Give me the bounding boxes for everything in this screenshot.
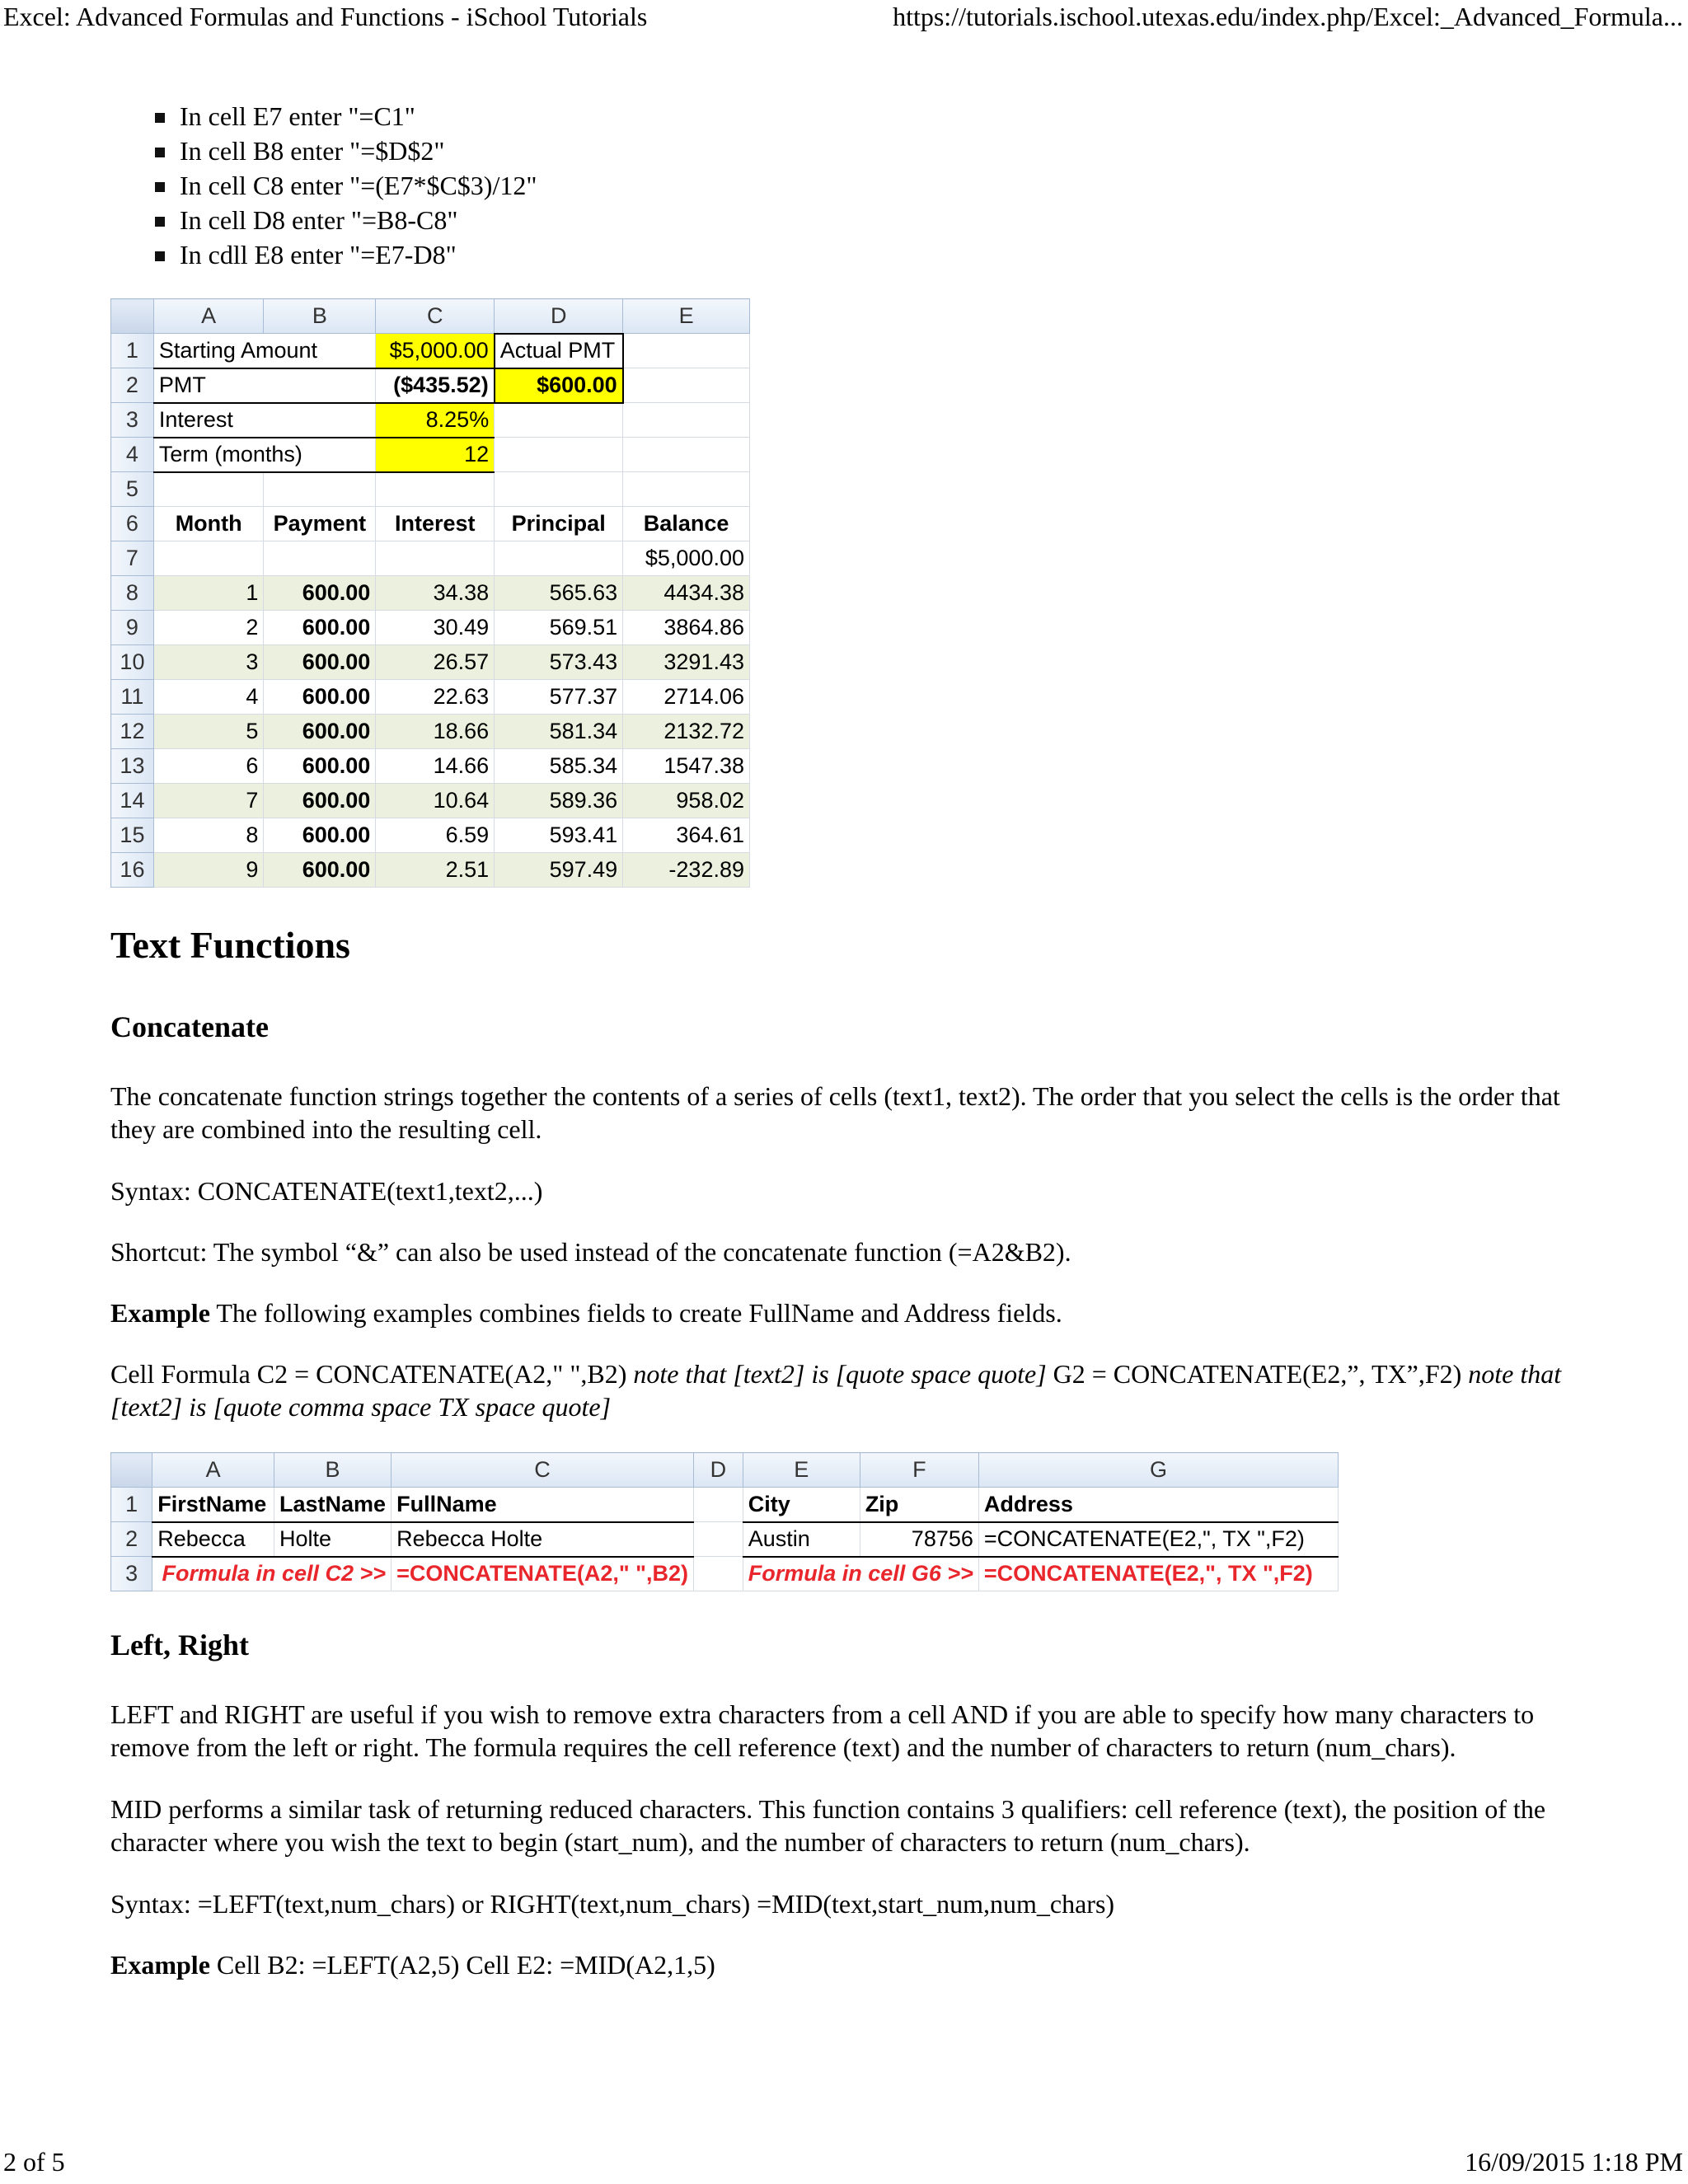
- print-timestamp: 16/09/2015 1:18 PM: [1465, 2147, 1683, 2177]
- row-header: 4: [111, 438, 154, 472]
- cell: [495, 541, 623, 576]
- cell: 577.37: [495, 680, 623, 715]
- row-header: 3: [111, 403, 154, 438]
- column-header: G: [978, 1453, 1338, 1488]
- cell: 585.34: [495, 749, 623, 784]
- cell: 2132.72: [623, 715, 750, 749]
- cell: 10.64: [376, 784, 495, 818]
- cell: [495, 403, 623, 438]
- cell: 8: [153, 818, 264, 853]
- column-header-row: [111, 1453, 1339, 1488]
- cell: 26.57: [376, 645, 495, 680]
- header-cell: Month: [153, 507, 264, 541]
- cell: 2: [153, 611, 264, 645]
- cell: Rebecca Holte: [392, 1522, 694, 1557]
- cell: 600.00: [264, 645, 376, 680]
- cell: -232.89: [623, 853, 750, 888]
- table-row: [111, 576, 750, 611]
- cell: [264, 472, 376, 507]
- cell: 4434.38: [623, 576, 750, 611]
- cell-opening-balance: $5,000.00: [623, 541, 750, 576]
- cell-pmt: ($435.52): [376, 368, 495, 403]
- cell: [495, 472, 623, 507]
- table-row: [111, 611, 750, 645]
- column-header: A: [153, 299, 264, 334]
- concatenate-shortcut: Shortcut: The symbol “&” can also be used instead of the concatenate function (=A2&B2).: [110, 1237, 1071, 1267]
- cell: 581.34: [495, 715, 623, 749]
- cell: Rebecca: [152, 1522, 274, 1557]
- cell-actual-pmt-label: Actual PMT: [495, 334, 623, 368]
- column-header: D: [495, 299, 623, 334]
- header-cell: Payment: [264, 507, 376, 541]
- cell: Austin: [743, 1522, 860, 1557]
- row-header: 7: [111, 541, 154, 576]
- table-row: [111, 784, 750, 818]
- table-row: [111, 818, 750, 853]
- cell: 364.61: [623, 818, 750, 853]
- cell: 573.43: [495, 645, 623, 680]
- cell: [693, 1488, 743, 1522]
- example-label: Example: [110, 1950, 210, 1980]
- select-all-corner: [111, 1453, 152, 1488]
- cell: [623, 334, 750, 368]
- table-row: [111, 853, 750, 888]
- cell: 4: [153, 680, 264, 715]
- table-row: [111, 403, 750, 438]
- cell: [376, 472, 495, 507]
- column-header: E: [623, 299, 750, 334]
- table-row: [111, 715, 750, 749]
- formula-c2: =CONCATENATE(A2," ",B2): [392, 1557, 694, 1591]
- concatenate-syntax: Syntax: CONCATENATE(text1,text2,...): [110, 1176, 543, 1206]
- row-header: 8: [111, 576, 154, 611]
- cell: 569.51: [495, 611, 623, 645]
- formula-label-c2: Formula in cell C2 >>: [152, 1557, 392, 1591]
- cell: [153, 472, 264, 507]
- cell: 30.49: [376, 611, 495, 645]
- cell: [264, 541, 376, 576]
- example-text: The following examples combines fields to create FullName and Address fields.: [209, 1298, 1062, 1328]
- cell: Holte: [274, 1522, 392, 1557]
- cell: 7: [153, 784, 264, 818]
- row-header: 3: [111, 1557, 152, 1591]
- cell: 3864.86: [623, 611, 750, 645]
- cell: 600.00: [264, 853, 376, 888]
- cell: 600.00: [264, 611, 376, 645]
- cell: 22.63: [376, 680, 495, 715]
- cell: [623, 472, 750, 507]
- row-header: 1: [111, 334, 154, 368]
- header-cell: Balance: [623, 507, 750, 541]
- column-header: B: [274, 1453, 392, 1488]
- header-cell: City: [743, 1488, 860, 1522]
- cell-term: 12: [376, 438, 495, 472]
- formula-text: G2 = CONCATENATE(E2,”, TX”,F2): [1046, 1359, 1469, 1389]
- cell: 589.36: [495, 784, 623, 818]
- cell-starting-amount: $5,000.00: [376, 334, 495, 368]
- instruction-list: [148, 99, 537, 272]
- cell: [153, 541, 264, 576]
- cell: [623, 438, 750, 472]
- cell-interest-rate: 8.25%: [376, 403, 495, 438]
- header-cell: FullName: [392, 1488, 694, 1522]
- column-header: D: [693, 1453, 743, 1488]
- column-header-row: [111, 299, 750, 334]
- row-header: 10: [111, 645, 154, 680]
- column-header: E: [743, 1453, 860, 1488]
- cell: 565.63: [495, 576, 623, 611]
- header-cell: LastName: [274, 1488, 392, 1522]
- cell: [623, 368, 750, 403]
- header-cell: Interest: [376, 507, 495, 541]
- cell: 597.49: [495, 853, 623, 888]
- cell: 14.66: [376, 749, 495, 784]
- cell-term-label: Term (months): [153, 438, 375, 472]
- select-all-corner: [111, 299, 154, 334]
- row-header: 5: [111, 472, 154, 507]
- cell-interest-label: Interest: [153, 403, 375, 438]
- cell: [693, 1522, 743, 1557]
- header-cell: Zip: [860, 1488, 978, 1522]
- column-header: B: [264, 299, 376, 334]
- cell: 18.66: [376, 715, 495, 749]
- cell: 2.51: [376, 853, 495, 888]
- browser-page-title: Excel: Advanced Formulas and Functions - iSchool Tutorials: [3, 2, 648, 31]
- section-title-text-functions: Text Functions: [110, 924, 350, 966]
- cell: [495, 438, 623, 472]
- cell: [376, 541, 495, 576]
- cell: 600.00: [264, 715, 376, 749]
- row-header: 6: [111, 507, 154, 541]
- cell: 78756: [860, 1522, 978, 1557]
- table-row: [111, 680, 750, 715]
- table-row: [111, 645, 750, 680]
- table-row: [111, 541, 750, 576]
- example-label: Example: [110, 1298, 210, 1328]
- row-header: 2: [111, 1522, 152, 1557]
- table-row: [111, 749, 750, 784]
- cell: =CONCATENATE(E2,", TX ",F2): [978, 1522, 1338, 1557]
- table-row: [111, 438, 750, 472]
- header-cell: Principal: [495, 507, 623, 541]
- list-item: In cell E7 enter "=C1": [148, 99, 537, 134]
- row-header: 9: [111, 611, 154, 645]
- table-header-row: [111, 507, 750, 541]
- cell-actual-pmt: $600.00: [495, 368, 623, 403]
- concatenate-description: The concatenate function strings together the contents of a series of cells (text1, text2). The order that you select the cells is the order that they are combined into the resulting cell.: [110, 1081, 1560, 1144]
- formula-note: note that [text2] is [quote space quote]: [633, 1359, 1047, 1389]
- page-url: https://tutorials.ischool.utexas.edu/index.php/Excel:_Advanced_Formula...: [893, 2, 1683, 31]
- row-header: 2: [111, 368, 154, 403]
- formula-text: Cell Formula C2 = CONCATENATE(A2," ",B2): [110, 1359, 634, 1389]
- left-right-syntax: Syntax: =LEFT(text,num_chars) or RIGHT(text,num_chars) =MID(text,start_num,num_chars): [110, 1889, 1115, 1919]
- list-item: In cdll E8 enter "=E7-D8": [148, 237, 537, 272]
- table-header-row: [111, 1488, 1339, 1522]
- column-header: C: [376, 299, 495, 334]
- cell: [623, 403, 750, 438]
- subsection-title-concatenate: Concatenate: [110, 1010, 269, 1043]
- column-header: C: [392, 1453, 694, 1488]
- cell: 2714.06: [623, 680, 750, 715]
- left-right-description: LEFT and RIGHT are useful if you wish to remove extra characters from a cell AND if you are able to specify how many characters to remove from the left or right. The formula requires the cell reference (text) and the number of characters to return (num_chars).: [110, 1699, 1535, 1762]
- cell: 6.59: [376, 818, 495, 853]
- row-header: 1: [111, 1488, 152, 1522]
- formula-label-g6: Formula in cell G6 >>: [743, 1557, 978, 1591]
- cell-formula-note: [110, 1357, 1594, 1423]
- cell: 1547.38: [623, 749, 750, 784]
- cell: 3: [153, 645, 264, 680]
- amortization-spreadsheet: [110, 298, 750, 888]
- formula-note: note that [text2] is [quote comma space TX space quote]: [110, 1359, 1562, 1422]
- concatenate-example: [110, 1296, 1594, 1329]
- table-row: [111, 472, 750, 507]
- cell: 600.00: [264, 784, 376, 818]
- list-item: In cell B8 enter "=$D$2": [148, 134, 537, 168]
- row-header: 12: [111, 715, 154, 749]
- header-cell: Address: [978, 1488, 1338, 1522]
- table-row: [111, 368, 750, 403]
- cell: 6: [153, 749, 264, 784]
- row-header: 15: [111, 818, 154, 853]
- page-number: 2 of 5: [3, 2147, 65, 2177]
- example-text: Cell B2: =LEFT(A2,5) Cell E2: =MID(A2,1,5): [209, 1950, 715, 1980]
- table-row: [111, 334, 750, 368]
- cell: 1: [153, 576, 264, 611]
- header-cell: FirstName: [152, 1488, 274, 1522]
- table-row: [111, 1522, 1339, 1557]
- cell: 34.38: [376, 576, 495, 611]
- cell: 600.00: [264, 749, 376, 784]
- cell: 600.00: [264, 680, 376, 715]
- cell: [693, 1557, 743, 1591]
- cell: 958.02: [623, 784, 750, 818]
- list-item: In cell C8 enter "=(E7*$C$3)/12": [148, 168, 537, 203]
- column-header: F: [860, 1453, 978, 1488]
- row-header: 11: [111, 680, 154, 715]
- cell: 600.00: [264, 818, 376, 853]
- table-row: [111, 1557, 1339, 1591]
- left-right-example: [110, 1948, 1594, 1981]
- cell: 9: [153, 853, 264, 888]
- row-header: 14: [111, 784, 154, 818]
- mid-description: MID performs a similar task of returning reduced characters. This function contains 3 qualifiers: cell reference (text), the position of the character where you wish the text to begin (start_num), and the number of characters to return (num_chars).: [110, 1794, 1546, 1857]
- cell-pmt-label: PMT: [153, 368, 375, 403]
- concatenate-spreadsheet: [110, 1452, 1339, 1591]
- cell: 593.41: [495, 818, 623, 853]
- row-header: 13: [111, 749, 154, 784]
- list-item: In cell D8 enter "=B8-C8": [148, 203, 537, 237]
- cell: 600.00: [264, 576, 376, 611]
- cell-starting-amount-label: Starting Amount: [153, 334, 375, 368]
- row-header: 16: [111, 853, 154, 888]
- cell: 5: [153, 715, 264, 749]
- subsection-title-left-right: Left, Right: [110, 1629, 249, 1661]
- cell: 3291.43: [623, 645, 750, 680]
- formula-g6: =CONCATENATE(E2,", TX ",F2): [978, 1557, 1338, 1591]
- column-header: A: [152, 1453, 274, 1488]
